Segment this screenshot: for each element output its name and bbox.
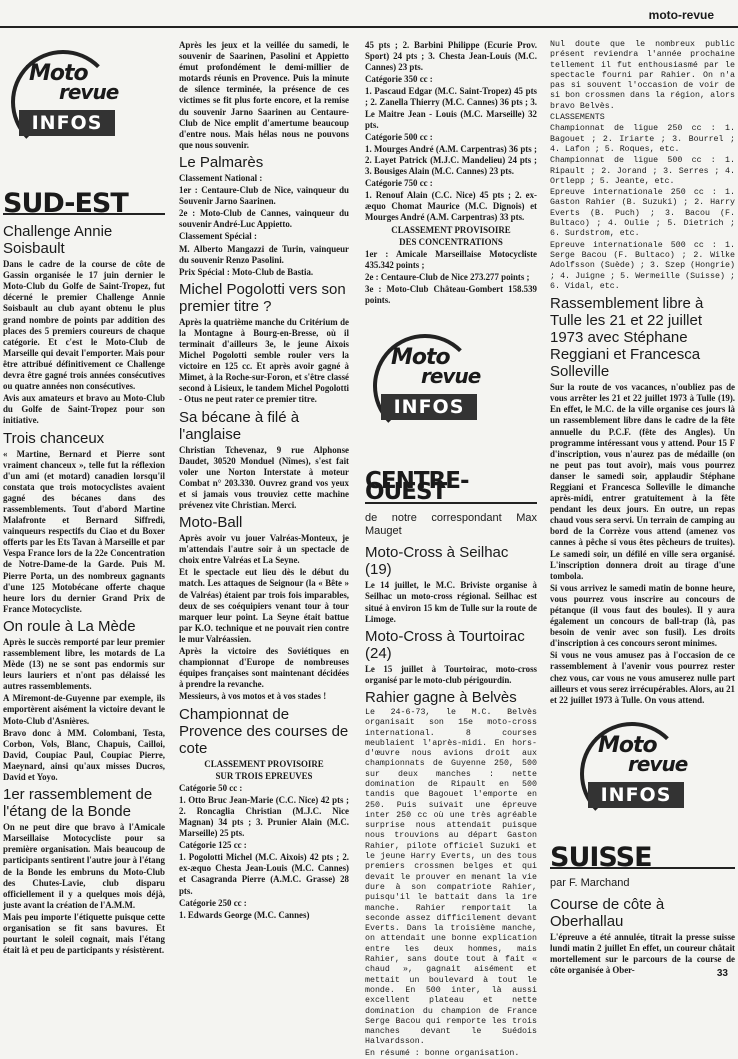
heading-palmares: Le Palmarès bbox=[179, 153, 264, 171]
paragraph: Catégorie 500 cc : bbox=[365, 131, 433, 142]
header-rule bbox=[0, 26, 738, 28]
paragraph: « Martine, Bernard et Pierre sont vraiment chanceux », telle fut la réflexion d'un ami (et motard) canadien lorsqu'il constata que trois motocyclistes avaient gagné des bécanes dans des rassemblements. Tout d'abord Martine Malafronte et Bernard Siffredi, vainqueurs respectifs du Ciao et du Boxer offerts par les Ets Tavan à Marseille et par Vespa France lors de la 22e Concentration de Notre-Dame-de la Garde. Puis M. Pierre Porta, un des nombreux gagnants d'une 125 Motobécane offerte chaque heure lors du dernier Grand Prix de France Motocycliste. bbox=[3, 448, 165, 614]
heading-pogolotti: Michel Pogolotti vers son premier titre ? bbox=[179, 280, 346, 315]
region-title-centre-ouest: CENTRE-OUEST bbox=[365, 476, 537, 504]
paragraph: Catégorie 350 cc : bbox=[365, 74, 433, 85]
paragraph: Classement Spécial : bbox=[179, 231, 257, 242]
heading-challenge: Challenge Annie Soisbault bbox=[3, 223, 113, 258]
paragraph: Après la quatrième manche du Critérium de la Montagne à Bourg-en-Bresse, où il terminait d'ailleurs 3e, le jeune Aixois Michel Pogolotti semble rouler vers la victoire en 125 cc. Et après avoir gagné à Mimet, à la Roche-sur-Foron, et s'être classé second à Lisieux, le tandem Michel Pogolotti - Otus ne peut rater ce premier titre. bbox=[179, 316, 349, 405]
paragraph: Christian Tchevenaz, 9 rue Alphonse Daudet, 30520 Monduel (Nîmes), s'est fait voler une Norton Interstate à moteur Combat n° 203.330. Ouvrez grand vos yeux et si jamais vous trouviez cette machine prévenez vite Christian. Merci. bbox=[179, 444, 349, 510]
moto-revue-infos-logo: Moto revue INFOS bbox=[580, 722, 690, 822]
paragraph: 1. Edwards George (M.C. Cannes) bbox=[179, 909, 310, 920]
region-title-sud-est: SUD-EST bbox=[3, 198, 165, 215]
paragraph: 2e : Centaure-Club de Nice 273.277 points ; bbox=[365, 271, 530, 282]
heading-championnat: Championnat de Provence des courses de cote bbox=[179, 705, 349, 757]
paragraph: Et le spectacle eut lieu dès le début du match. Les attaques de Seignour (la « Bête » de Valréas) étaient par trois fois imparables, deux de ses coéquipiers venant tour à tour marquer leur point. La Seyne était battue par K.O. technique et ne pouvait rien contre le mur Valréassien. bbox=[179, 567, 349, 644]
heading-seilhac: Moto-Cross à Seilhac (19) bbox=[365, 544, 509, 579]
column-3 bbox=[365, 40, 537, 1058]
paragraph: CLASSEMENT PROVISOIRE bbox=[204, 758, 324, 769]
paragraph: 1er : Amicale Marseillaise Motocycliste 435.342 points ; bbox=[365, 248, 537, 270]
paragraph: 1er : Centaure-Club de Nice, vainqueur du Souvenir Jarno Saarinen. bbox=[179, 185, 349, 207]
correspondent-byline: de notre correspondant Max Mauget bbox=[365, 512, 537, 538]
paragraph: M. Alberto Mangazzi de Turin, vainqueur du souvenir Renzo Pasolini. bbox=[179, 243, 349, 265]
magazine-name: moto-revue bbox=[648, 8, 714, 22]
paragraph: L'épreuve a été annulée, titrait la presse suisse lundi matin 2 juillet En effet, un coureur châtait mortellement sur le parcours de la course de côte organisée à Ober- bbox=[550, 931, 735, 976]
moto-revue-infos-logo: Moto revue INFOS bbox=[11, 50, 121, 150]
paragraph: Si vous ne vous amusez pas à l'occasion de ce rassemblement à l'avenir vous pourrez rester chez vous, car vous ne vous amuserez nulle part ailleurs et vous serez irrécupérables. Alors, au 21 et 22 juillet 1973 à Tulle. On vous attend. bbox=[550, 650, 735, 705]
heading-becane: Sa bécane à filé à l'anglaise bbox=[179, 408, 300, 443]
paragraph: Messieurs, à vos motos et à vos stades ! bbox=[179, 691, 327, 702]
paragraph: 1. Otto Bruc Jean-Marie (C.C. Nice) 42 pts ; 2. Roncaglia Christian (M.J.C. Nice Magnan) 34 pts ; 3. Prunier Alain (M.C. Marseille) 25 pts. bbox=[179, 794, 349, 839]
paragraph: CLASSEMENT PROVISOIRE bbox=[391, 224, 511, 235]
paragraph: Championnat de ligue 250 cc : 1. Bagouet ; 2. Iriarte ; 3. Bourrel ; 4. Lafon ; 5. Roques, etc. bbox=[550, 124, 735, 154]
paragraph: Prix Spécial : Moto-Club de Bastia. bbox=[179, 266, 314, 277]
paragraph: Le 24-6-73, le M.C. Belvès organisait son 15e moto-cross international. 8 courses meublaient l'après-midi. En hors-d'œuvre nous avions droit aux championnats de Guyenne 250, 500 sur deux manches : nette domination de Ripault en 500 tandis que Bagouet l'emporte en 250. Puis suivait une épreuve inter 250 cc où une très agréable surprise nous attendait puisque nous trouvions au départ Gaston Rahier, pilote officiel Suzuki et le jeune Harry Everts, un des tous premiers crossmen belges et qui devait le prouver en menant la vie dure à son compatriote Rahier, puisqu'il le battait dans la 1re manche. Rahier remportait la seconde assez difficilement devant Everts. Dans la troisième manche, on attendait une bonne explication entre les deux hommes, mais Rahier, sans doute tout à fait « chaud », gagnait aisément et mettait un boulevard à tout le monde. En 500 inter, là aussi excellent plateau et nette domination du champion de France Serge Bacou qui remporte les trois manches devant le Suédois Halvardsson. bbox=[365, 707, 537, 1047]
paragraph: Catégorie 50 cc : bbox=[179, 782, 243, 793]
paragraph: Après avoir vu jouer Valréas-Monteux, je m'attendais l'autre soir à un spectacle de choix entre Valréas et La Seyne. bbox=[179, 533, 349, 566]
paragraph: Le 14 juillet, le M.C. Briviste organise à Seilhac un moto-cross régional. Seilhac est situé à environ 15 km de Tulle sur la route de Limoge. bbox=[365, 580, 537, 624]
paragraph: 1. Pascaud Edgar (M.C. Saint-Tropez) 45 pts ; 2. Zanella Thierry (M.C. Cannes) 36 pts ; 3. Le Maitre Jean - Louis (M.C. Marseille) 32 pts. bbox=[365, 86, 537, 130]
paragraph: Avis aux amateurs et bravo au Moto-Club du Golfe de Saint-Tropez pour son initiative. bbox=[3, 393, 165, 426]
heading-oberhallau: Course de côte à Oberhallau bbox=[550, 895, 665, 930]
paragraph: Si vous arrivez le samedi matin de bonne heure, vous pourrez vous inscrire au concours de pétanque (il vous faut des boules). Il y aura également un concours de ball-trap (là, pas besoin de venir avec son fusil). Les droits d'inscription à ces concours seront minimes. bbox=[550, 582, 735, 649]
paragraph: Sur la route de vos vacances, n'oubliez pas de vous arrêter les 21 et 22 juillet 1973 à Tulle (19). En effet, le M.C. de la ville organise ces jours là un rassemblement libre dans le cadre de la fête annuelle du P.C.F. (fête des Angles). Un programme intéressant vous y attend. Pour 15 F d'inscription, vous n'aurez pas de médaille (on ne peut pas tout avoir), mais vous pourrez danser le samedi soir, applaudir Stéphane Reggiani et Francesca Solleville le dimanche après-midi, entrer gratuitement à la fête pendant les deux jours. En outre, un repas chaud vous sera servi. Un terrain de camping au bord de la Corrèze vous attend (amenez vos cannes à pêche si vous êtes pêcheurs de truites). Le samedi soir, un défilé en ville sera organisé. L'inscription donnera droit au tirage d'une tombola. bbox=[550, 382, 735, 581]
paragraph: Classement National : bbox=[179, 172, 263, 183]
paragraph: 2e : Moto-Club de Cannes, vainqueur du souvenir André-Luc Appietto. bbox=[179, 208, 349, 230]
paragraph: 1. Pogolotti Michel (M.C. Aixois) 42 pts ; 2. ex-æquo Chesta Jean-Louis (M.C. Cannes) et Casagranda Pierre (A.M.C. Grasse) 28 pts. bbox=[179, 852, 349, 896]
paragraph: Après la victoire des Soviétiques en championnat d'Europe de nombreuses équipes françaises sont maintenant décidées à prendre la revanche. bbox=[179, 646, 349, 690]
column-1 bbox=[3, 40, 165, 975]
column-4 bbox=[550, 40, 735, 975]
paragraph: DES CONCENTRATIONS bbox=[399, 236, 503, 247]
paragraph: Catégorie 750 cc : bbox=[365, 178, 433, 189]
paragraph: Championnat de ligue 500 cc : 1. Ripault ; 2. Jorand ; 3. Serres ; 4. Ortlepp ; 5. Jeante, etc. bbox=[550, 156, 735, 186]
paragraph: Après le succès remporté par leur premier rassemblement libre, les motards de La Mède (13) ne se sont pas endormis sur leurs lauriers et n'ont pas délaissé les autres rassemblements. bbox=[3, 636, 165, 692]
column-2 bbox=[179, 40, 349, 975]
paragraph: 3e : Moto-Club Château-Gombert 158.539 points. bbox=[365, 283, 537, 306]
heading-tourtoirac: Moto-Cross à Tourtoirac (24) bbox=[365, 627, 525, 662]
page-header bbox=[0, 0, 738, 30]
paragraph: Nul doute que le nombreux public présent reviendra l'année prochaine tellement il fut enthousiasmé par le spectacle fourni par Rahier. On n'a pas si souvent l'occasion de voir de si bon crossmen dans la région, alors bravo Belvès. bbox=[550, 40, 735, 111]
paragraph: On ne peut dire que bravo à l'Amicale Marseillaise Motocycliste pour sa première organisation. Mais beaucoup de participants sentirent l'autre jour à l'étang de la Bonde les embruns du Moto-Club des Chutes-Lavie, club disparu officiellement il y a quelques mois déjà, juste avant la création de l'A.M.M. bbox=[3, 822, 165, 910]
paragraph: A Miremont-de-Guyenne par exemple, ils emportèrent aisément la victoire devant le Moto-Club d'Asnières. bbox=[3, 693, 165, 726]
heading-trois-chanceux: Trois chanceux bbox=[3, 429, 105, 447]
paragraph: Dans le cadre de la course de côte de Gassin organisée le 17 juin dernier le Moto-Club du Golfe de Saint-Tropez, fut décerné le premier Challenge Annie Soisbault au club ayant obtenu le plus grand nombre de points par addition des places des 5 premiers coureurs de chaque catégorie. Et c'est le Moto-Club de Marseille qui devait l'emporter. Mais pour être attribué définitivement ce Challenge devra être gagné trois années consécutives ou quatre années non consécutives. bbox=[3, 259, 165, 392]
paragraph: Bravo donc à MM. Colombani, Testa, Corbon, Vols, Blanc, Chapuis, Cailloi, David, Coupiac Paul, Coupiac Pierre, Maeynard, ainsi qu'aux misses Ducros, David et Yoyo. bbox=[3, 727, 165, 783]
moto-revue-infos-logo: Moto revue INFOS bbox=[373, 334, 483, 434]
paragraph: Epreuve internationale 500 cc : 1. Serge Bacou (F. Bultaco) ; 2. Wilke Adolfsson (Suède) ; 3. Szep (Hongrie) ; 4. Juigne ; 5. Wermeille (Suisse) ; 6. Vidal, etc. bbox=[550, 240, 735, 291]
paragraph: CLASSEMENTS bbox=[550, 113, 605, 123]
heading-tulle: Rassemblement libre à Tulle les 21 et 22 juillet 1973 avec Stéphane Reggiani et Francesca Solleville bbox=[550, 295, 704, 381]
heading-la-mede: On roule à La Mède bbox=[3, 617, 136, 635]
paragraph: Epreuve internationale 250 cc : 1. Gaston Rahier (B. Suzuki) ; 2. Harry Everts (B. Puch) ; 3. Bacou (F. Bultaco) ; 4. Oulie ; 5. Dietrich ; 6. Surdstrom, etc. bbox=[550, 188, 735, 239]
paragraph: Catégorie 250 cc : bbox=[179, 897, 247, 908]
paragraph: SUR TROIS EPREUVES bbox=[215, 770, 313, 781]
page-number: 33 bbox=[716, 968, 728, 979]
heading-rahier: Rahier gagne à Belvès bbox=[365, 688, 517, 706]
heading-moto-ball: Moto-Ball bbox=[179, 514, 243, 532]
paragraph: Catégorie 125 cc : bbox=[179, 840, 247, 851]
paragraph: Mais peu importe l'étiquette puisque cette organisation se fit sans bavures. Et pourtant le soleil cognait, mais l'étang était là et peu de participants y résistèrent. bbox=[3, 911, 165, 956]
paragraph: Après les jeux et la veillée du samedi, le souvenir de Saarinen, Pasolini et Appietto émut profondément le demi-millier de motards réunis en Provence. Puis la minute de silence terminée, la présence de ces victimes se fit plus forte encore, et la remise du souvenir Jarno Saarinen au Centaure-Club de Nice emplit d'amertume beaucoup d'entre nous. Mais hélas nous ne pouvons que nous souvenir. bbox=[179, 40, 349, 150]
paragraph: 1. Renouf Alain (C.C. Nice) 45 pts ; 2. ex-æquo Chomat Maurice (M.C. Dignois) et Mourges André (A.M. Carpentras) 33 pts. bbox=[365, 190, 537, 223]
paragraph: En résumé : bonne organisation. bbox=[365, 1048, 520, 1058]
paragraph: 45 pts ; 2. Barbini Philippe (Ecurie Prov. Sport) 24 pts ; 3. Chesta Jean-Louis (M.C. Cannes) 23 pts. bbox=[365, 40, 537, 73]
paragraph: Le 15 juillet à Tourtoirac, moto-cross organisé par le moto-club périgourdin. bbox=[365, 663, 537, 685]
correspondent-byline: par F. Marchand bbox=[550, 876, 630, 889]
region-title-suisse: SUISSE bbox=[550, 852, 735, 869]
heading-bonde: 1er rassemblement de l'étang de la Bonde bbox=[3, 786, 153, 821]
paragraph: 1. Mourges André (A.M. Carpentras) 36 pts ; 2. Layet Patrick (M.J.C. Mandelieu) 24 pts ; 3. Bousiges Alain (M.C. Cannes) 23 pts. bbox=[365, 143, 537, 177]
